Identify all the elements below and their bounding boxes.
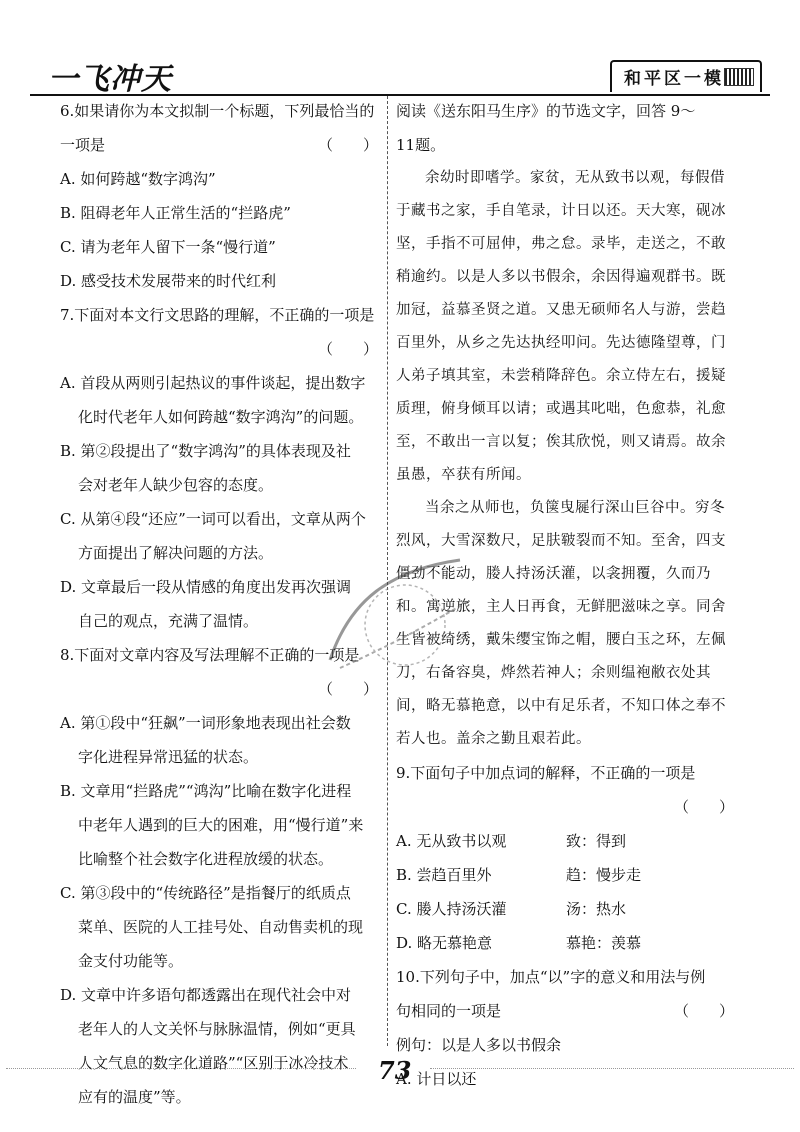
page-number: 73 bbox=[378, 1056, 412, 1085]
exam-title-box bbox=[610, 60, 762, 92]
q10-stem-line1: 10.下列句子中，加点“以”字的意义和用法与例 bbox=[396, 968, 706, 986]
q10-answer-blank: （ ） bbox=[673, 1002, 734, 1020]
q10-option-a: A. 计日以还 bbox=[396, 1070, 477, 1088]
q9-stem: 9.下面句子中加点词的解释，不正确的一项是 bbox=[396, 764, 696, 782]
passage-paragraph-2: 当余之从师也，负箧曳屣行深山巨谷中。穷冬烈风，大雪深数尺，足肤皲裂而不知。至舍，四支僵劲不能动，媵人持汤沃灌，以衾拥覆，久而乃和。寓逆旅，主人日再食，无鲜肥滋味之享。同舍生皆被绮绣，戴朱缨宝饰之帽，腰白玉之环，左佩刀，右备容臭，烨然若神人；余则缊袍敝衣处其间，略无慕艳意，以中有足乐者，不知口体之奉不若人也。盖余之勤且艰若此。 bbox=[396, 500, 726, 747]
q10-example: 例句：以是人多以书假余 bbox=[396, 1036, 562, 1054]
q9-option-sentence: A. 无从致书以观 bbox=[396, 832, 507, 850]
question-10 bbox=[396, 960, 734, 1096]
reading-intro-line1: 阅读《送东阳马生序》的节选文字，回答 9～ bbox=[396, 102, 696, 120]
q6-option-a: A. 如何跨越“数字鸿沟” bbox=[60, 170, 216, 188]
q9-option-d bbox=[396, 926, 734, 960]
q8-option-c-line: 金支付功能等。 bbox=[78, 952, 184, 970]
q7-option-a-line: A. 首段从两则引起热议的事件谈起，提出数字 bbox=[60, 374, 366, 392]
q7-option-b-line: 会对老年人缺少包容的态度。 bbox=[78, 476, 274, 494]
q8-option-d-line: 老年人的人文关怀与脉脉温情，例如“更具 bbox=[78, 1020, 356, 1038]
q8-option-c-line: C. 第③段中的“传统路径”是指餐厅的纸质点 bbox=[60, 884, 351, 902]
q9-answer-blank: （ ） bbox=[673, 798, 734, 816]
q8-answer-blank: （ ） bbox=[317, 680, 378, 698]
question-8 bbox=[60, 638, 378, 1114]
q7-option-d-line: 自己的观点，充满了温情。 bbox=[78, 612, 259, 630]
q7-option-c-line: 方面提出了解决问题的方法。 bbox=[78, 544, 274, 562]
q9-option-gloss: 趋：慢步走 bbox=[566, 866, 642, 884]
reading-intro-line2: 11题。 bbox=[396, 136, 446, 154]
q6-option-b: B. 阻碍老年人正常生活的“拦路虎” bbox=[60, 204, 291, 222]
q8-option-a-line: A. 第①段中“狂飙”一词形象地表现出社会数 bbox=[60, 714, 351, 732]
q8-option-b-line: 中老年人遇到的巨大的困难，用“慢行道”来 bbox=[78, 816, 364, 834]
q8-stem: 8.下面对文章内容及写法理解不正确的一项是 bbox=[60, 646, 360, 664]
q7-option-b bbox=[60, 434, 378, 502]
q9-option-sentence: D. 略无慕艳意 bbox=[396, 934, 493, 952]
q9-option-c bbox=[396, 892, 734, 926]
right-column bbox=[396, 94, 734, 1096]
q8-option-d-line: 应有的温度”等。 bbox=[78, 1088, 191, 1106]
question-9 bbox=[396, 756, 734, 960]
footer-dotted-rule-left bbox=[6, 1068, 356, 1069]
barcode-icon bbox=[724, 68, 754, 86]
q6-stem-line2: 一项是 bbox=[60, 136, 106, 154]
q8-option-b-line: B. 文章用“拦路虎”“鸿沟”比喻在数字化进程 bbox=[60, 782, 352, 800]
q8-option-a-line: 字化进程异常迅猛的状态。 bbox=[78, 748, 259, 766]
q7-option-c-line: C. 从第④段“还应”一词可以看出，文章从两个 bbox=[60, 510, 366, 528]
q7-option-b-line: B. 第②段提出了“数字鸿沟”的具体表现及社 bbox=[60, 442, 351, 460]
exam-title: 和平区一模 bbox=[624, 69, 724, 89]
q8-option-b bbox=[60, 774, 378, 876]
q7-option-a-line: 化时代老年人如何跨越“数字鸿沟”的问题。 bbox=[78, 408, 364, 426]
q7-option-c bbox=[60, 502, 378, 570]
q8-option-d bbox=[60, 978, 378, 1114]
q9-option-sentence: C. 媵人持汤沃灌 bbox=[396, 900, 507, 918]
q8-option-c bbox=[60, 876, 378, 978]
passage-paragraph-1: 余幼时即嗜学。家贫，无从致书以观，每假借于藏书之家，手自笔录，计日以还。天大寒，砚冰坚，手指不可屈伸，弗之怠。录毕，走送之，不敢稍逾约。以是人多以书假余，余因得遍观群书。既加冠，益慕圣贤之道。又患无硕师名人与游，尝趋百里外，从乡之先达执经叩问。先达德隆望尊，门人弟子填其室，未尝稍降辞色。余立侍左右，援疑质理，俯身倾耳以请；或遇其叱咄，色愈恭，礼愈至，不敢出一言以复；俟其欣悦，则又请焉。故余虽愚，卒获有所闻。 bbox=[396, 170, 726, 483]
page-header bbox=[30, 52, 770, 96]
q7-option-a bbox=[60, 366, 378, 434]
q9-option-gloss: 致：得到 bbox=[566, 832, 627, 850]
q9-option-a bbox=[396, 824, 734, 858]
q9-option-gloss: 汤：热水 bbox=[566, 900, 627, 918]
question-6 bbox=[60, 94, 378, 298]
q9-option-gloss: 慕艳：羡慕 bbox=[566, 934, 642, 952]
q9-option-b bbox=[396, 858, 734, 892]
q7-answer-blank: （ ） bbox=[317, 340, 378, 358]
q7-option-d bbox=[60, 570, 378, 638]
brand-logo: 一飞冲天 bbox=[48, 62, 172, 97]
q7-stem: 7.下面对本文行文思路的理解，不正确的一项是 bbox=[60, 306, 375, 324]
q8-option-c-line: 菜单、医院的人工挂号处、自动售卖机的现 bbox=[78, 918, 364, 936]
q6-option-c: C. 请为老年人留下一条“慢行道” bbox=[60, 238, 276, 256]
q7-option-d-line: D. 文章最后一段从情感的角度出发再次强调 bbox=[60, 578, 352, 596]
q10-stem-line2: 句相同的一项是 bbox=[396, 1002, 502, 1020]
q6-option-d: D. 感受技术发展带来的时代红利 bbox=[60, 272, 277, 290]
q8-option-b-line: 比喻整个社会数字化进程放缓的状态。 bbox=[78, 850, 334, 868]
q8-option-d-line: D. 文章中许多语句都透露出在现代社会中对 bbox=[60, 986, 352, 1004]
q9-option-sentence: B. 尝趋百里外 bbox=[396, 866, 492, 884]
q6-stem-line1: 6.如果请你为本文拟制一个标题，下列最恰当的 bbox=[60, 102, 375, 120]
q8-option-d-line: 人文气息的数字化道路”“区别于冰冷技术 bbox=[78, 1054, 349, 1072]
left-column bbox=[60, 94, 378, 1114]
question-7 bbox=[60, 298, 378, 638]
column-divider bbox=[387, 96, 388, 1046]
q8-option-a bbox=[60, 706, 378, 774]
footer-dotted-rule-right bbox=[430, 1068, 794, 1069]
q6-answer-blank: （ ） bbox=[317, 136, 378, 154]
